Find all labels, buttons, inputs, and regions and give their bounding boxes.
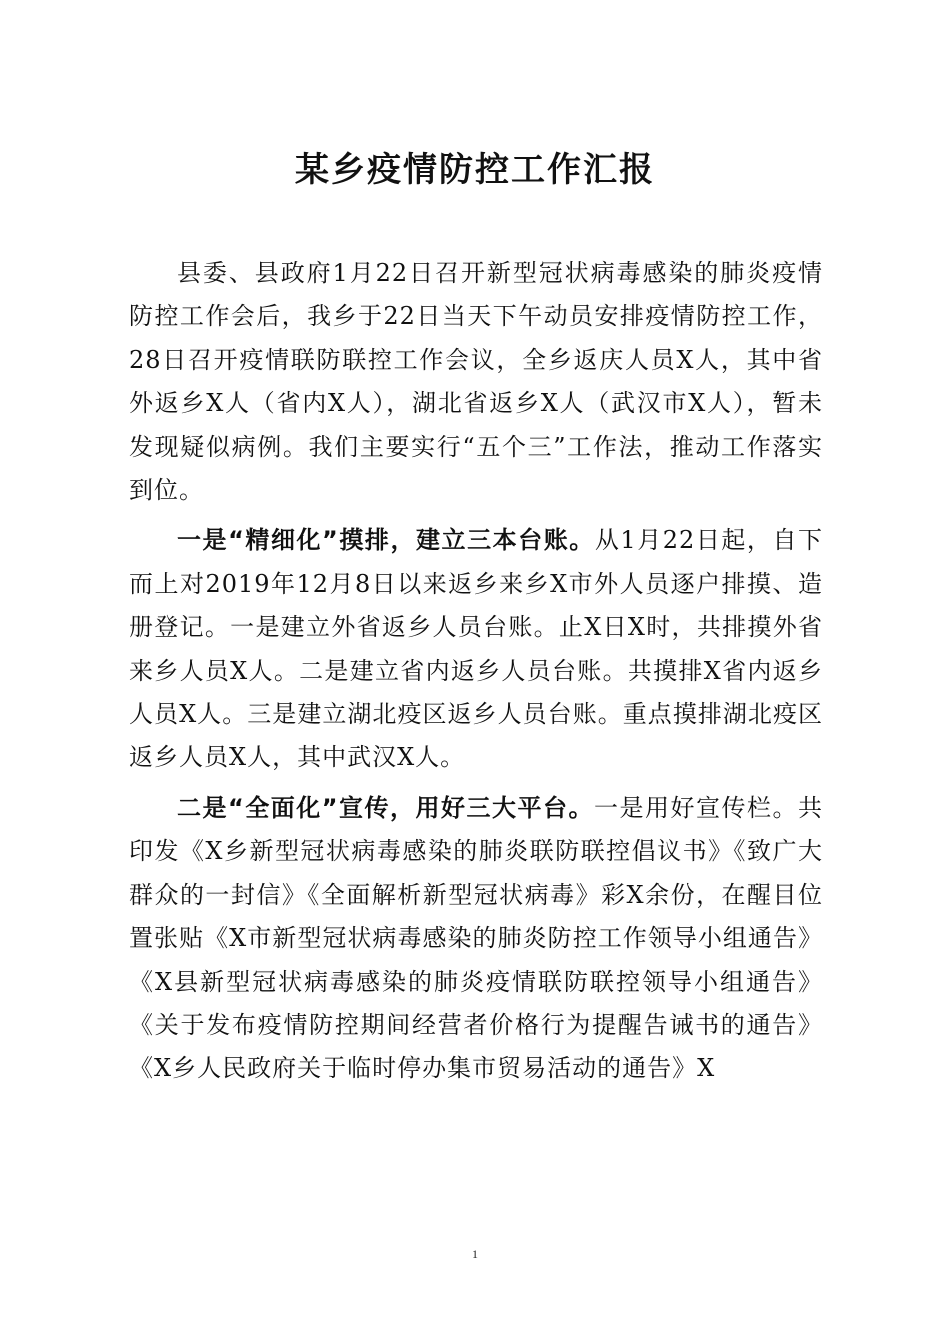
- paragraph-section-1: [129, 519, 823, 779]
- paragraph-text: 县委、县政府1月22日召开新型冠状病毒感染的肺炎疫情防控工作会后，我乡于22日当天下午动员安排疫情防控工作，28日召开疫情联防联控工作会议，全乡返庆人员X人，其中省外返乡X人（省内X人），湖北省返乡X人（武汉市X人），暂未发现疑似病例。我们主要实行“五个三”工作法，推动工作落实到位。: [129, 259, 823, 505]
- paragraph-section-2: [129, 787, 823, 1091]
- document-title: 某乡疫情防控工作汇报: [295, 150, 655, 190]
- section-heading: 二是“全面化”宣传，用好三大平台。: [177, 793, 595, 822]
- document-body: [129, 252, 823, 1098]
- page-number: 1: [472, 1247, 478, 1261]
- paragraph-intro: [129, 252, 823, 512]
- paragraph-text: 从1月22日起，自下而上对2019年12月8日以来返乡来乡X市外人员逐户排摸、造册登记。一是建立外省返乡人员台账。止X日X时，共排摸外省来乡人员X人。二是建立省内返乡人员台账。共摸排X省内返乡人员X人。三是建立湖北疫区返乡人员台账。重点摸排湖北疫区返乡人员X人，其中武汉X人。: [129, 526, 824, 772]
- paragraph-text: 一是用好宣传栏。共印发《X乡新型冠状病毒感染的肺炎联防联控倡议书》《致广大群众的一封信》《全面解析新型冠状病毒》彩X余份，在醒目位置张贴《X市新型冠状病毒感染的肺炎防控工作领导小组通告》《X县新型冠状病毒感染的肺炎疫情联防联控领导小组通告》《关于发布疫情防控期间经营者价格行为提醒告诫书的通告》《X乡人民政府关于临时停办集市贸易活动的通告》X: [129, 793, 823, 1083]
- section-heading: 一是“精细化”摸排，建立三本台账。: [177, 526, 595, 555]
